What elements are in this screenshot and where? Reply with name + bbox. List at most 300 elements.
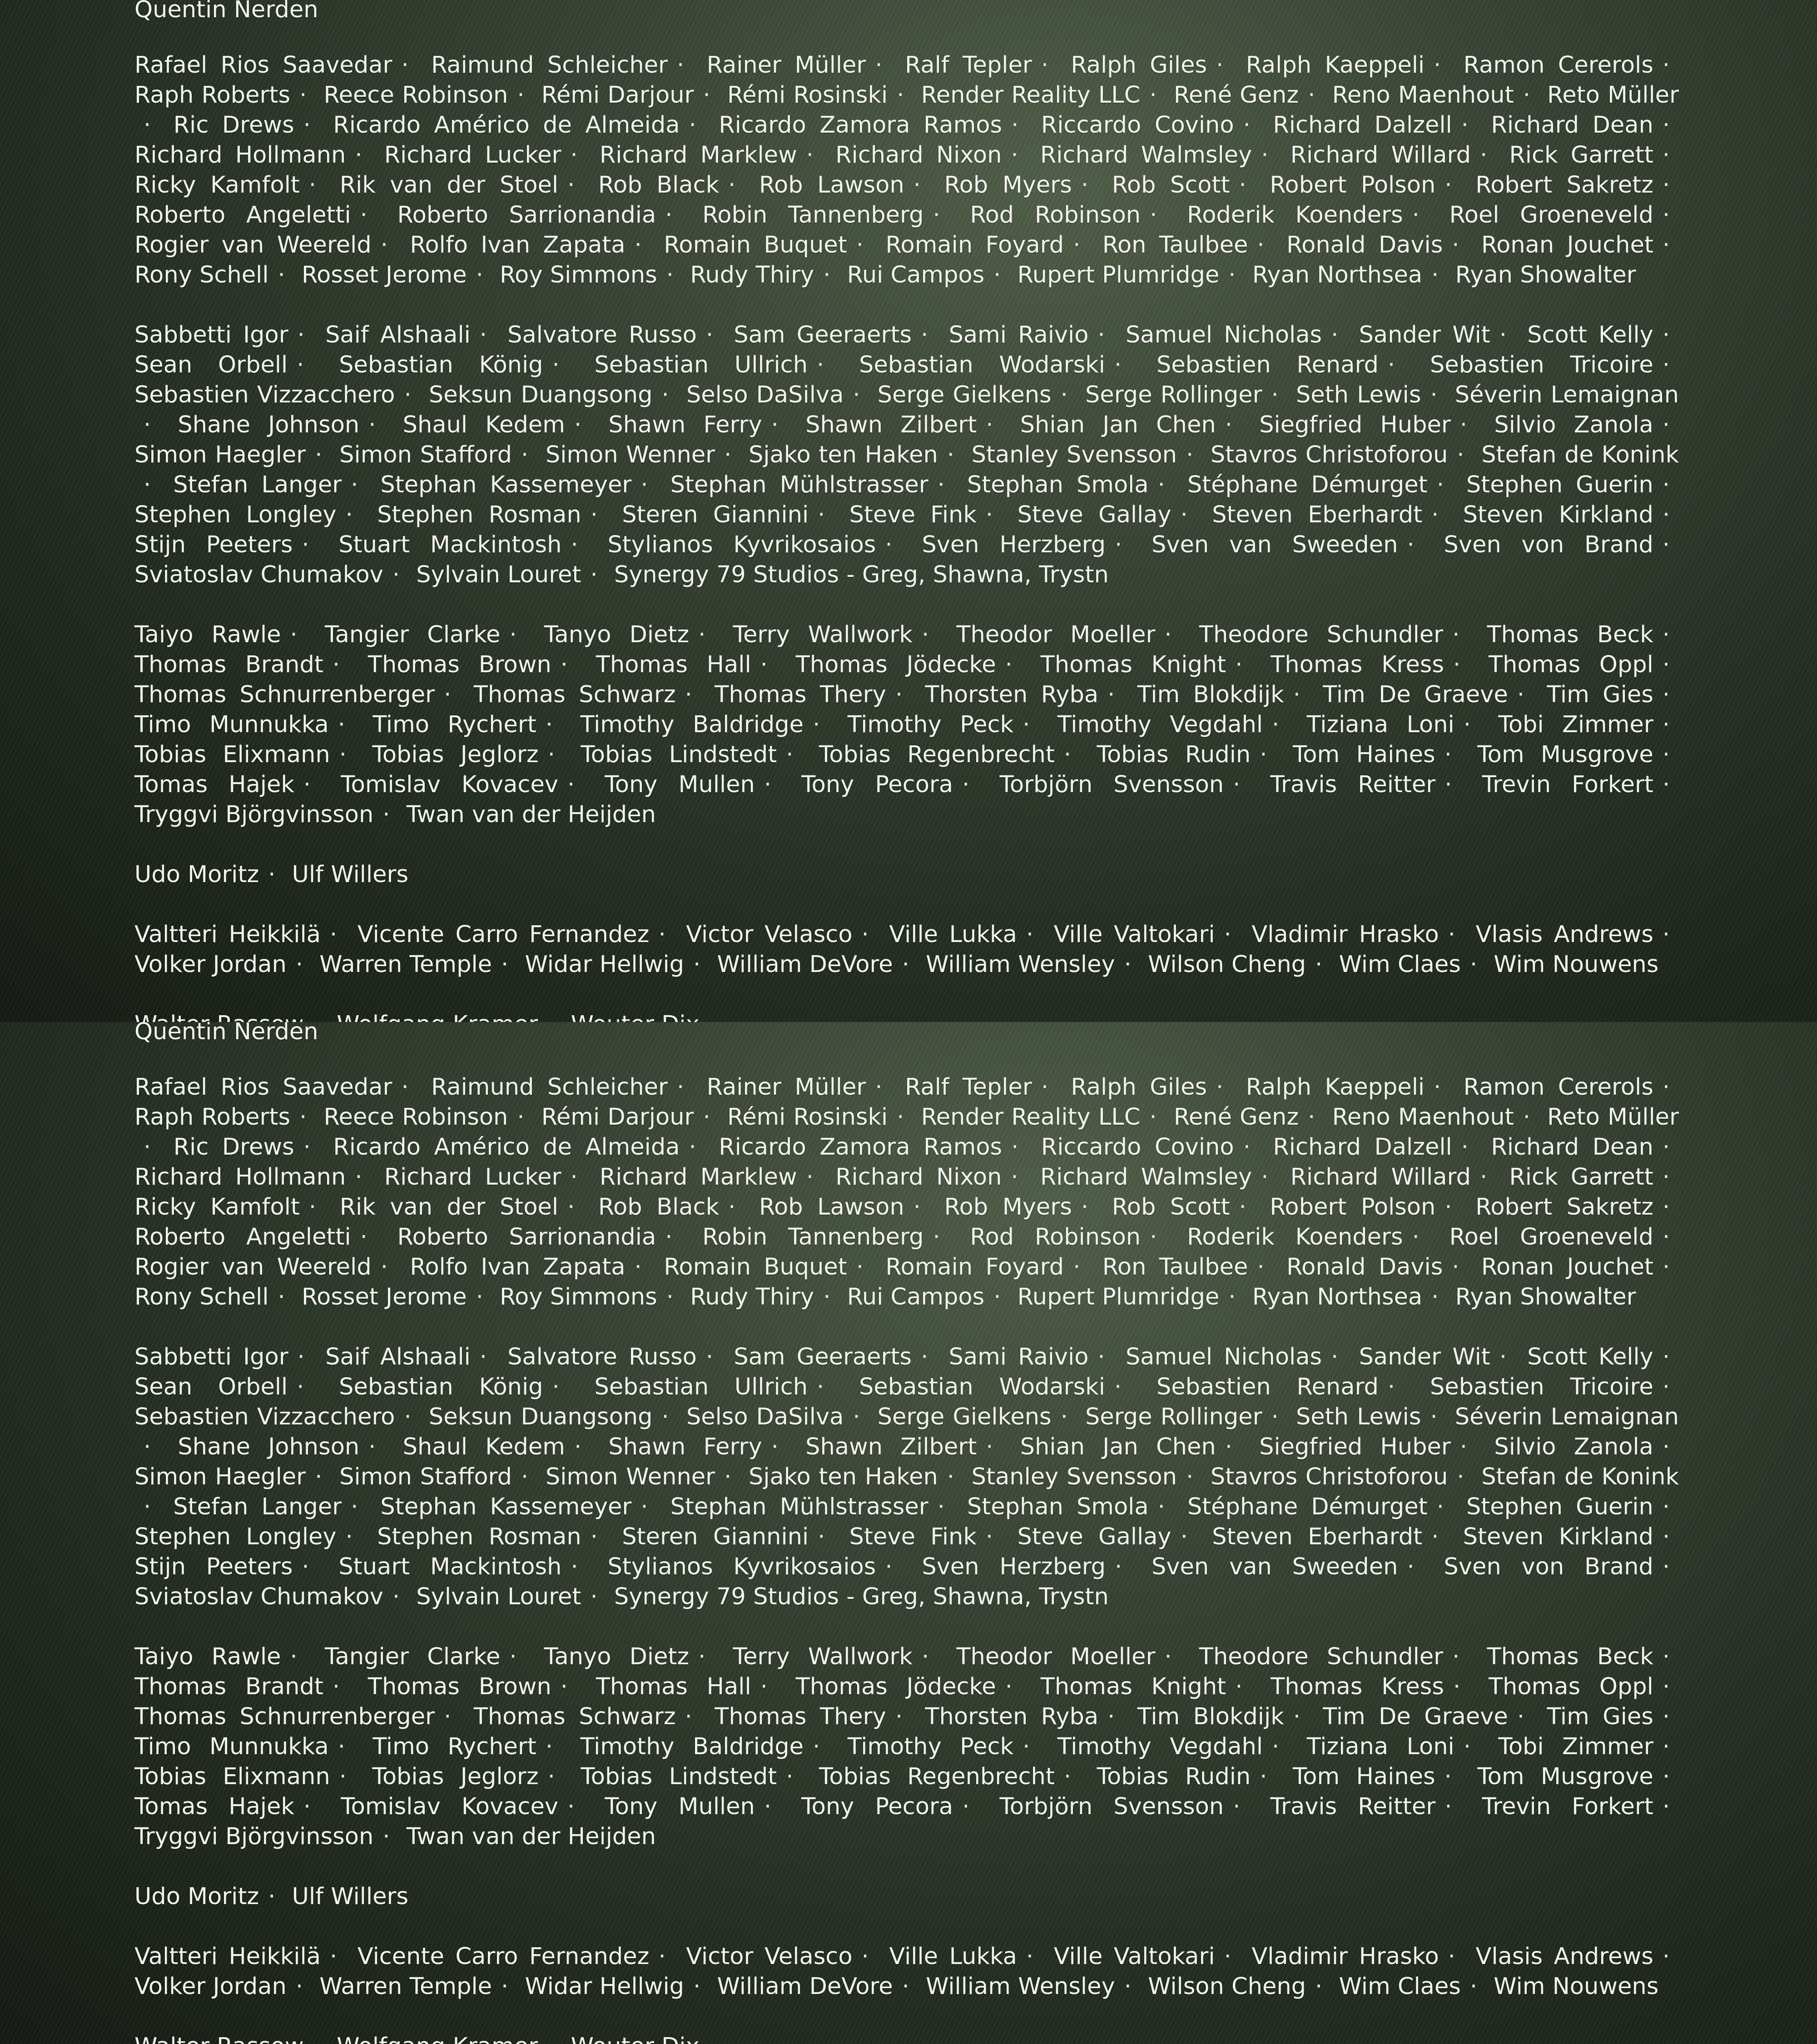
credit-name: Stephen Rosman <box>377 501 581 528</box>
name-separator: · <box>1470 950 1477 980</box>
name-separator: · <box>268 860 275 890</box>
credit-name: Rob Scott <box>1112 172 1230 198</box>
credit-name: Stephan Kassemeyer <box>380 471 631 498</box>
credit-name: Thomas Schwarz <box>474 681 676 708</box>
name-separator: · <box>1445 1792 1452 1822</box>
name-separator: · <box>290 1642 298 1672</box>
name-separator: · <box>1243 110 1251 140</box>
credit-name: Roberto Sarrionandia <box>397 1224 656 1250</box>
credit-name: Ron Taulbee <box>1102 1254 1248 1280</box>
name-separator: · <box>392 1582 400 1612</box>
credit-name: Tim De Graeve <box>1323 681 1508 708</box>
credit-name: Render Reality LLC <box>921 82 1141 109</box>
name-separator: · <box>1437 1492 1444 1522</box>
name-separator: · <box>1158 1492 1165 1522</box>
credit-name: Ryan Showalter <box>1455 1284 1636 1310</box>
credit-name: Theodore Schundler <box>1199 1643 1443 1670</box>
name-separator: · <box>1315 1972 1322 2002</box>
name-separator: · <box>1216 50 1223 80</box>
credit-name: René Genz <box>1174 1104 1299 1131</box>
name-separator: · <box>1663 1072 1670 1102</box>
name-separator: · <box>875 1072 882 1102</box>
name-separator: · <box>921 320 928 350</box>
credit-name: Tim Blokdijk <box>1137 681 1284 708</box>
credit-name: Rick Garrett <box>1509 142 1653 169</box>
name-separator: · <box>666 1282 674 1312</box>
credit-name: Rod Robinson <box>970 1224 1141 1250</box>
credit-name: Sander Wit <box>1359 1344 1490 1370</box>
name-separator: · <box>1261 1162 1268 1192</box>
name-separator: · <box>1663 350 1670 380</box>
credit-name: Rémi Rosinski <box>727 82 888 109</box>
name-separator: · <box>339 1762 347 1792</box>
name-separator: · <box>1663 710 1670 740</box>
credit-name: Ralph Kaeppeli <box>1246 52 1425 79</box>
name-separator: · <box>315 1462 322 1492</box>
credit-name: Reno Maenhout <box>1332 82 1514 109</box>
credit-name: Stijn Peeters <box>134 1553 293 1580</box>
name-separator: · <box>1260 1762 1267 1792</box>
name-separator: · <box>1448 1942 1455 1972</box>
credit-name: Vlasis Andrews <box>1475 1943 1653 1970</box>
name-separator: · <box>517 80 524 110</box>
credit-name: Timothy Baldridge <box>581 711 804 738</box>
name-separator: · <box>1663 530 1670 560</box>
name-separator: · <box>1663 1342 1670 1372</box>
name-separator: · <box>1453 650 1460 680</box>
credit-name: Richard Lucker <box>384 1164 561 1191</box>
name-separator: · <box>1663 740 1670 770</box>
credit-name: Thomas Beck <box>1487 1643 1653 1670</box>
name-separator: · <box>1663 1672 1670 1702</box>
credit-name: Richard Nixon <box>835 142 1002 169</box>
name-separator: · <box>1235 1672 1242 1702</box>
name-separator: · <box>1663 470 1670 500</box>
credit-name: Reece Robinson <box>324 82 508 109</box>
credit-name: Stéphane Démurget <box>1187 1493 1428 1520</box>
name-separator: · <box>938 1492 945 1522</box>
name-separator: · <box>1453 1672 1460 1702</box>
credit-name: Tobias Elixmann <box>134 1763 330 1790</box>
name-separator: · <box>546 710 553 740</box>
name-separator: · <box>1011 140 1018 170</box>
credit-name: Silvio Zanola <box>1494 412 1653 438</box>
name-separator: · <box>1243 1132 1251 1162</box>
name-separator: · <box>1461 1132 1469 1162</box>
name-separator: · <box>661 380 669 410</box>
name-separator: · <box>501 1972 508 2002</box>
credit-name: Ricky Kamfolt <box>134 1194 300 1220</box>
name-separator: · <box>703 1102 710 1132</box>
name-separator: · <box>1445 1192 1452 1222</box>
credit-name: Tobi Zimmer <box>1498 711 1653 738</box>
credit-name: Stylianos Kyvrikosaios <box>607 1553 876 1580</box>
name-separator: · <box>1315 950 1322 980</box>
name-separator: · <box>786 740 793 770</box>
credit-name: Rupert Plumridge <box>1018 1284 1220 1310</box>
credit-name: René Genz <box>1174 82 1299 109</box>
credit-name: Rui Campos <box>847 1284 985 1310</box>
name-separator: · <box>813 710 820 740</box>
credit-name: Sven von Brand <box>1444 1553 1653 1580</box>
name-separator: · <box>309 1192 316 1222</box>
name-separator: · <box>548 1762 555 1792</box>
credit-name: Tomislav Kovacev <box>341 771 558 798</box>
credit-name: Thomas Thery <box>715 1703 886 1730</box>
name-separator: · <box>1114 1372 1122 1402</box>
credit-name: Stylianos Kyvrikosaios <box>607 531 876 558</box>
credit-name: Richard Dalzell <box>1273 112 1452 139</box>
credit-name: Rod Robinson <box>970 202 1141 228</box>
credit-name: Richard Dalzell <box>1273 1134 1452 1161</box>
name-separator: · <box>665 200 672 230</box>
name-separator: · <box>346 500 353 530</box>
name-separator: · <box>360 200 367 230</box>
credit-name: Thomas Jödecke <box>796 1673 996 1700</box>
name-separator: · <box>570 140 577 170</box>
name-separator: · <box>1023 710 1030 740</box>
credit-name: Rick Garrett <box>1509 1164 1653 1191</box>
credit-name: Thomas Brandt <box>134 1673 323 1700</box>
credit-name: Stuart Mackintosh <box>338 1553 561 1580</box>
credit-name: Rémi Darjour <box>541 82 694 109</box>
name-separator: · <box>666 260 674 290</box>
credit-name: Roy Simmons <box>500 262 657 288</box>
credit-name: Romain Foyard <box>885 1254 1064 1280</box>
credit-name: Robin Tannenberg <box>702 1224 923 1250</box>
credit-name: Raimund Schleicher <box>431 52 668 79</box>
credit-name: Twan van der Heijden <box>407 801 656 828</box>
name-separator: · <box>658 1942 665 1972</box>
name-separator: · <box>1445 740 1452 770</box>
credit-name: Widar Hellwig <box>525 951 684 978</box>
credit-name: Shawn Ferry <box>608 412 762 438</box>
name-separator: · <box>1041 50 1048 80</box>
name-separator: · <box>1412 1222 1420 1252</box>
name-separator: · <box>640 470 648 500</box>
credit-name: Warren Temple <box>319 951 492 978</box>
name-separator: · <box>1663 1372 1670 1402</box>
name-separator: · <box>1124 1972 1132 2002</box>
credit-name: Shaul Kedem <box>403 1434 565 1460</box>
credit-name: Sviatoslav Chumakov <box>134 561 383 588</box>
credit-name: Stanley Svensson <box>972 1464 1177 1490</box>
credit-name: Rolfo Ivan Zapata <box>410 232 625 258</box>
name-separator: · <box>677 1072 684 1102</box>
name-separator: · <box>1663 500 1670 530</box>
name-separator: · <box>689 1132 696 1162</box>
name-separator: · <box>1663 770 1670 800</box>
name-separator: · <box>1026 1942 1033 1972</box>
credit-name: Wim Claes <box>1339 1973 1460 2000</box>
name-separator: · <box>806 140 814 170</box>
name-separator: · <box>862 920 869 950</box>
credit-name: Serge Gielkens <box>878 1404 1052 1430</box>
credit-name: Ralf Tepler <box>905 1074 1032 1101</box>
name-separator: · <box>567 1192 575 1222</box>
name-separator: · <box>1412 200 1420 230</box>
credit-name: Tim De Graeve <box>1323 1703 1508 1730</box>
credit-name: Rob Myers <box>944 1194 1072 1220</box>
name-separator: · <box>1115 1552 1122 1582</box>
name-separator: · <box>1663 1642 1670 1672</box>
credit-name: Steven Eberhardt <box>1212 1523 1422 1550</box>
credit-name: Thomas Oppl <box>1489 651 1653 678</box>
name-separator: · <box>480 320 487 350</box>
credit-name: Stijn Peeters <box>134 531 293 558</box>
credit-name: Tobias Rudin <box>1097 1763 1251 1790</box>
name-separator: · <box>1663 410 1670 440</box>
name-separator: · <box>1663 50 1670 80</box>
name-separator: · <box>1434 50 1441 80</box>
name-separator: · <box>368 1432 376 1462</box>
credit-name: Wim Nouwens <box>1494 1973 1658 2000</box>
name-separator: · <box>1114 350 1122 380</box>
credit-name: Tanyo Dietz <box>544 621 689 648</box>
credit-name: Tryggvi Björgvinsson <box>134 801 373 828</box>
name-separator: · <box>382 1822 390 1852</box>
name-separator: · <box>1124 950 1132 980</box>
name-separator: · <box>724 1462 731 1492</box>
credit-name: Thorsten Ryba <box>925 1703 1098 1730</box>
credit-name: Sebastian König <box>339 352 543 378</box>
credit-name: Serge Gielkens <box>878 382 1052 408</box>
credit-name: Ryan Northsea <box>1252 262 1422 288</box>
name-separator: · <box>706 320 713 350</box>
credit-name: William DeVore <box>717 1973 893 2000</box>
credit-name: Stephen Longley <box>134 501 337 528</box>
name-separator: · <box>1149 80 1157 110</box>
name-separator: · <box>574 410 581 440</box>
credit-name: Tobi Zimmer <box>1498 1733 1653 1760</box>
credit-name: Sabbetti Igor <box>134 322 288 348</box>
credit-name: Steve Fink <box>849 1523 977 1550</box>
credit-name: Steren Giannini <box>622 1523 809 1550</box>
name-separator: · <box>1293 1702 1301 1732</box>
name-separator: · <box>902 1972 909 2002</box>
credit-name: Torbjörn Svensson <box>999 771 1224 798</box>
credit-name: Tobias Regenbrecht <box>819 741 1055 768</box>
credit-name: Ricardo Zamora Ramos <box>719 1134 1002 1161</box>
credit-name: Tobias Lindstedt <box>581 1763 777 1790</box>
name-separator: · <box>1081 170 1088 200</box>
name-separator: · <box>355 140 362 170</box>
name-separator: · <box>933 200 940 230</box>
name-separator: · <box>922 1642 929 1672</box>
credit-name: Silvio Zanola <box>1494 1434 1653 1460</box>
credit-name: Rainer Müller <box>707 1074 866 1101</box>
credit-name: Thomas Knight <box>1041 651 1226 678</box>
credit-name: Serge Rollinger <box>1085 382 1262 408</box>
credit-name: Steven Kirkland <box>1463 501 1653 528</box>
name-separator: · <box>693 950 700 980</box>
credit-name: Rui Campos <box>847 262 985 288</box>
name-separator: · <box>1437 470 1444 500</box>
credit-name: Stefan de Konink <box>1481 1464 1679 1490</box>
credit-name: Timothy Baldridge <box>581 1733 804 1760</box>
credit-name: Roberto Angeletti <box>134 1224 351 1250</box>
credit-name: Taiyo Rawle <box>134 621 281 648</box>
name-separator: · <box>590 1582 597 1612</box>
credit-name: Roy Simmons <box>500 1284 657 1310</box>
name-separator: · <box>401 1072 408 1102</box>
credit-name: Tobias Elixmann <box>134 741 330 768</box>
credit-name: Ricardo Américo de Almeida <box>333 112 680 139</box>
name-separator: · <box>1224 1942 1231 1972</box>
credit-name: Siegfried Huber <box>1259 412 1451 438</box>
name-separator: · <box>144 1132 151 1162</box>
credit-name: Vicente Carro Fernandez <box>357 921 650 948</box>
credit-name: Sean Orbell <box>134 352 288 378</box>
credit-name: Tobias Jeglorz <box>372 1763 538 1790</box>
credit-name: Ronan Jouchet <box>1481 232 1653 258</box>
name-separator: · <box>817 350 824 380</box>
credit-name: Roderik Koenders <box>1187 202 1403 228</box>
name-separator: · <box>404 380 412 410</box>
name-separator: · <box>693 1972 700 2002</box>
credit-name: Richard Dean <box>1491 112 1653 139</box>
name-separator: · <box>823 1282 830 1312</box>
credit-name: Roel Groeneveld <box>1450 1224 1653 1250</box>
credit-name: Reto Müller <box>1547 1104 1679 1131</box>
name-separator: · <box>552 350 560 380</box>
name-separator: · <box>548 740 555 770</box>
credit-name: Robert Polson <box>1270 1194 1435 1220</box>
name-separator: · <box>1452 230 1459 260</box>
credit-name: Shian Jan Chen <box>1020 412 1216 438</box>
name-separator: · <box>552 1372 560 1402</box>
name-separator: · <box>685 1702 692 1732</box>
name-separator: · <box>290 620 298 650</box>
name-separator: · <box>1663 920 1670 950</box>
credit-name: William Wensley <box>926 1973 1115 2000</box>
name-separator: · <box>368 410 376 440</box>
name-separator: · <box>1430 380 1437 410</box>
credit-name: Theodor Moeller <box>956 621 1155 648</box>
credit-name: William Wensley <box>926 951 1115 978</box>
credit-name: Sebastien Tricoire <box>1430 1374 1653 1400</box>
credit-name: Riccardo Covino <box>1041 1134 1234 1161</box>
credit-name: Stephan Mühlstrasser <box>670 1493 928 1520</box>
name-separator: · <box>1431 1522 1439 1552</box>
name-separator: · <box>853 380 860 410</box>
name-separator: · <box>546 1732 553 1762</box>
name-separator: · <box>1517 1702 1524 1732</box>
credit-name: Simon Stafford <box>339 442 512 468</box>
name-separator: · <box>1663 1762 1670 1792</box>
credit-name: Valtteri Heikkilä <box>134 921 321 948</box>
credit-name: Timothy Peck <box>848 711 1013 738</box>
name-separator: · <box>661 1402 669 1432</box>
name-separator: · <box>517 1102 524 1132</box>
credit-name: Ronan Jouchet <box>1481 1254 1653 1280</box>
credit-name: Sebastien Renard <box>1157 352 1379 378</box>
credit-name: Stephen Longley <box>134 1523 337 1550</box>
credit-name: Sam Geeraerts <box>734 322 912 348</box>
credit-name: Rémi Rosinski <box>727 1104 888 1131</box>
credit-name: Raph Roberts <box>134 1104 290 1131</box>
credit-name: Volker Jordan <box>134 951 287 978</box>
credit-name: Shaul Kedem <box>403 412 565 438</box>
name-separator: · <box>1430 1402 1437 1432</box>
credit-name: Sebastian Ullrich <box>594 1374 808 1400</box>
name-separator: · <box>1073 230 1080 260</box>
credit-name: Sylvain Louret <box>416 1583 581 1610</box>
name-separator: · <box>1239 170 1246 200</box>
name-separator: · <box>986 1522 993 1552</box>
credit-name: Tanyo Dietz <box>544 1643 689 1670</box>
name-separator: · <box>1407 1552 1414 1582</box>
credit-name: Sami Raivio <box>948 322 1088 348</box>
credit-name: Roberto Sarrionandia <box>397 202 656 228</box>
name-separator: · <box>1164 1642 1172 1672</box>
credit-name: Rafael Rios Saavedar <box>134 52 392 79</box>
credit-name: Rupert Plumridge <box>1018 262 1220 288</box>
credit-name: Shawn Zilbert <box>805 1434 977 1460</box>
name-separator: · <box>299 80 307 110</box>
credit-name: Stanley Svensson <box>972 442 1177 468</box>
name-separator: · <box>1663 1492 1670 1522</box>
credit-name: Steren Giannini <box>622 501 809 528</box>
name-separator: · <box>1663 680 1670 710</box>
name-separator: · <box>1107 680 1115 710</box>
credit-name: Thomas Hall <box>596 1673 751 1700</box>
credit-name: Taiyo Rawle <box>134 1643 281 1670</box>
name-separator: · <box>728 1192 735 1222</box>
credit-name: Sam Geeraerts <box>734 1344 912 1370</box>
credit-name: Rony Schell <box>134 1284 269 1310</box>
name-separator: · <box>1448 920 1455 950</box>
credit-name: Rob Black <box>598 172 719 198</box>
credit-name: Rudy Thiry <box>690 262 814 288</box>
name-separator: · <box>1331 320 1338 350</box>
credit-name: Wilson Cheng <box>1148 1973 1306 2000</box>
name-separator: · <box>330 1942 337 1972</box>
name-separator: · <box>297 350 304 380</box>
credit-name: Sviatoslav Chumakov <box>134 1583 383 1610</box>
name-separator: · <box>1023 1732 1030 1762</box>
credit-name: Sean Orbell <box>134 1374 288 1400</box>
credit-name: Tiziana Loni <box>1307 711 1455 738</box>
credit-name: Steve Gallay <box>1017 501 1171 528</box>
name-separator: · <box>330 920 337 950</box>
name-separator: · <box>1388 1372 1395 1402</box>
name-separator: · <box>856 1252 864 1282</box>
credit-name: Rony Schell <box>134 262 269 288</box>
credit-name: Timo Munnukka <box>134 711 329 738</box>
credit-name: Tim Blokdijk <box>1137 1703 1284 1730</box>
name-separator: · <box>823 260 830 290</box>
name-separator: · <box>392 560 400 590</box>
name-separator: · <box>1097 320 1105 350</box>
name-separator: · <box>698 620 705 650</box>
credit-name: Ric Drews <box>174 112 294 139</box>
name-separator: · <box>685 680 692 710</box>
name-separator: · <box>1663 1792 1670 1822</box>
name-separator: · <box>355 1162 362 1192</box>
credit-name: Timothy Vegdahl <box>1057 1733 1263 1760</box>
credit-name: Tobias Jeglorz <box>372 741 538 768</box>
credit-name: Tomislav Kovacev <box>341 1793 558 1820</box>
credit-name: Simon Haegler <box>134 442 306 468</box>
name-separator: · <box>144 110 151 140</box>
name-separator: · <box>1663 320 1670 350</box>
credit-name: Sebastien Tricoire <box>1430 352 1653 378</box>
credit-name: Stephen Guerin <box>1466 471 1653 498</box>
name-separator: · <box>278 260 285 290</box>
name-separator: · <box>677 50 684 80</box>
credit-name: Thomas Schnurrenberger <box>134 1703 435 1730</box>
